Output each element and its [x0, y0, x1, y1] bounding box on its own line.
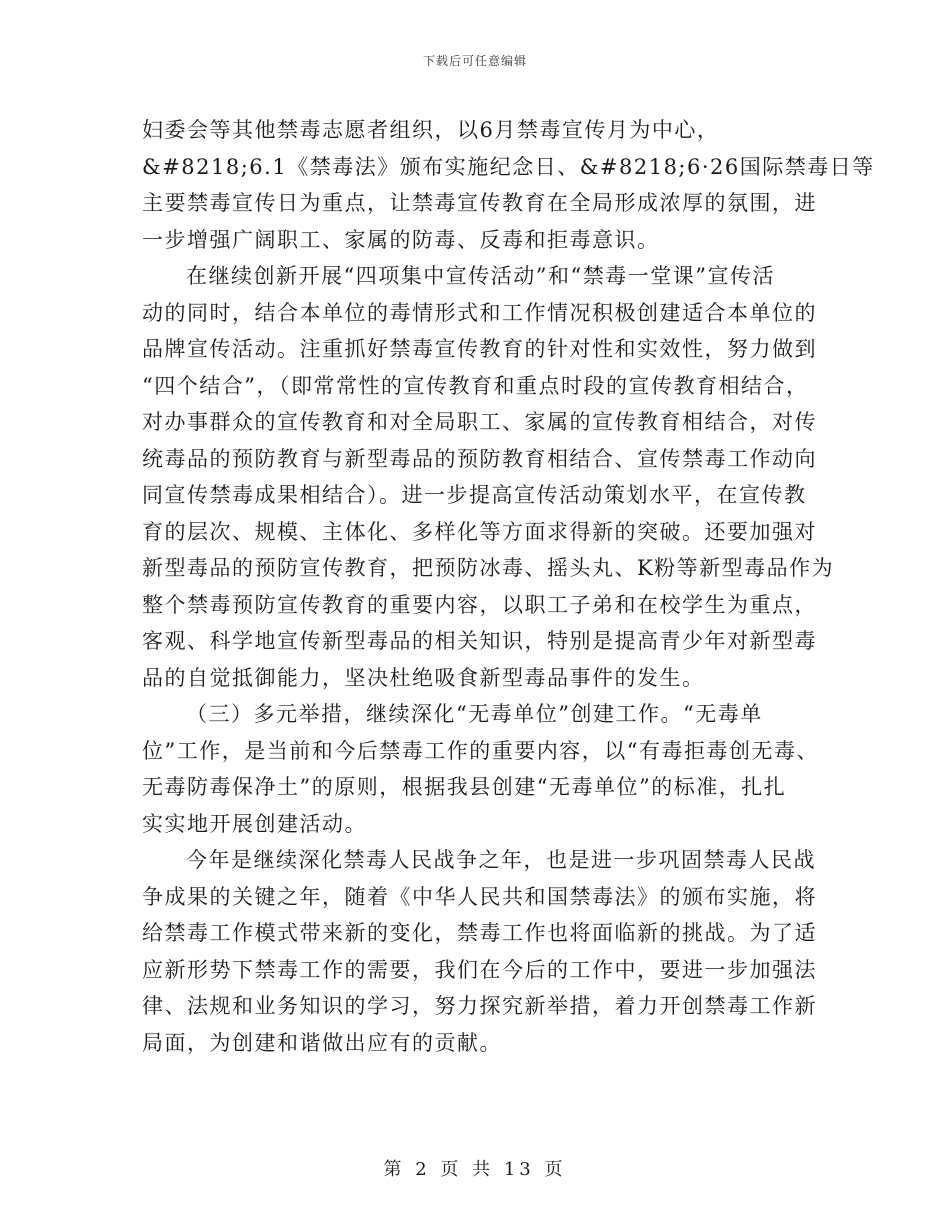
paragraph-first-line: 今年是继续深化禁毒人民战争之年，也是进一步巩固禁毒人民战: [186, 848, 816, 872]
paragraph-line: 对办事群众的宣传教育和对全局职工、家属的宣传教育相结合，对传: [142, 410, 817, 434]
paragraph-line: 局面，为创建和谐做出应有的贡献。: [142, 1030, 502, 1055]
paragraph-line: 妇委会等其他禁毒志愿者组织，以6月禁毒宣传月为中心，: [142, 118, 720, 142]
paragraph-first-line: 在继续创新开展“四项集中宣传活动”和“禁毒一堂课”宣传活: [186, 264, 775, 288]
paragraph-line: 品的自觉抵御能力，坚决杜绝吸食新型毒品事件的发生。: [142, 665, 705, 690]
paragraph-line: 争成果的关键之年，随着《中华人民共和国禁毒法》的颁布实施，将: [142, 884, 817, 909]
paragraph-line: 统毒品的预防教育与新型毒品的预防教育相结合、宣传禁毒工作动向: [142, 446, 817, 471]
paragraph-line: 律、法规和业务知识的学习，努力探究新举措，着力开创禁毒工作新: [142, 994, 817, 1018]
paragraph-line: 客观、科学地宣传新型毒品的相关知识，特别是提高青少年对新型毒: [142, 629, 817, 653]
paragraph-line: 品牌宣传活动。注重抓好禁毒宣传教育的针对性和实效性，努力做到: [142, 337, 817, 361]
paragraph-line: 主要禁毒宣传日为重点，让禁毒宣传教育在全局形成浓厚的氛围，进: [142, 191, 817, 215]
paragraph-line: 应新形势下禁毒工作的需要，我们在今后的工作中，要进一步加强法: [142, 957, 817, 982]
header-note: 下载后可任意编辑: [422, 54, 527, 68]
document-body: [142, 112, 875, 1061]
paragraph-line: 动的同时，结合本单位的毒情形式和工作情况积极创建适合本单位的: [142, 300, 817, 325]
paragraph-first-line: （三）多元举措，继续深化“无毒单位”创建工作。“无毒单: [186, 702, 763, 726]
paragraph-line: “四个结合”，（即常常性的宣传教育和重点时段的宣传教育相结合，: [142, 373, 809, 398]
paragraph-line: 同宣传禁毒成果相结合）。进一步提高宣传活动策划水平，在宣传教: [142, 483, 807, 507]
paragraph-line: 给禁毒工作模式带来新的变化，禁毒工作也将面临新的挑战。为了适: [142, 921, 817, 945]
paragraph-line: 位”工作，是当前和今后禁毒工作的重要内容，以“有毒拒毒创无毒、: [142, 738, 819, 763]
paragraph-line: &#8218;6.1《禁毒法》颁布实施纪念日、&#8218;6·26国际禁毒日等: [142, 154, 875, 179]
paragraph-line: 育的层次、规模、主体化、多样化等方面求得新的突破。还要加强对: [142, 519, 817, 544]
paragraph-line: 整个禁毒预防宣传教育的重要内容，以职工子弟和在校学生为重点，: [142, 592, 817, 617]
paragraph-line: 一步增强广阔职工、家属的防毒、反毒和拒毒意识。: [142, 227, 660, 252]
paragraph-line: 实实地开展创建活动。: [142, 811, 367, 836]
page-number-footer: 第 2 页 共 13 页: [383, 1159, 567, 1180]
paragraph-line: 无毒防毒保净土”的原则，根据我县创建“无毒单位”的标准，扎扎: [142, 775, 787, 799]
paragraph-line: 新型毒品的预防宣传教育，把预防冰毒、摇头丸、K粉等新型毒品作为: [142, 556, 835, 580]
